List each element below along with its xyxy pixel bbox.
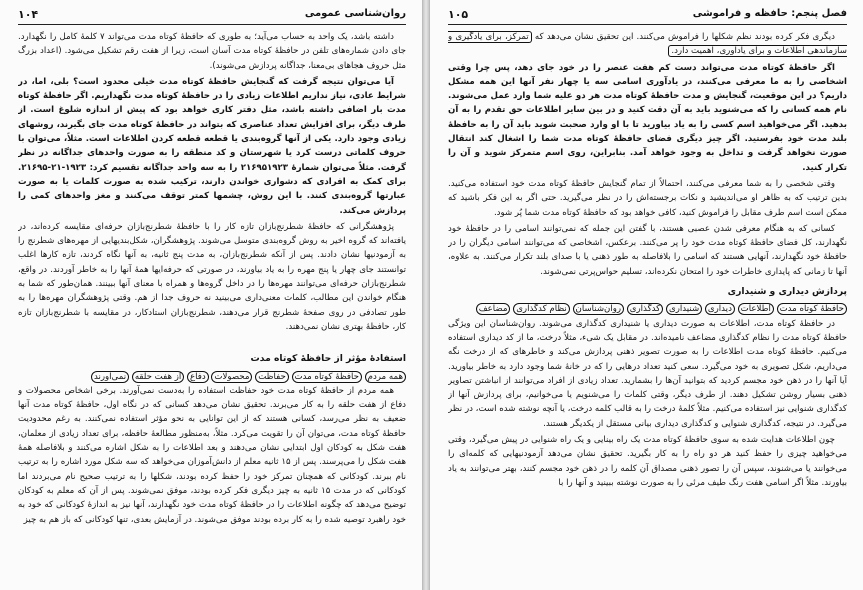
left-paragraph: داشته باشد، یک واحد به حساب می‌آید؛ به طوری که حافظهٔ کوتاه مدت می‌تواند ۷ کلمهٔ کامل را نگهدارد. جای دادن شماره‌های تلفن در حافظهٔ کوتاه مدت آسان است، زیرا از هفت رقم تشکیل می‌شود. (اعداد بزرگ مثل حروف هجاهای بی‌معنا، جداگانه پردازش می‌شوند).: [18, 32, 406, 71]
circled-phrase: نمی‌آورند: [91, 371, 129, 383]
circled-phrase: اطلاعات: [738, 303, 774, 315]
circled-phrase: دیداری: [705, 303, 735, 315]
circled-phrase: حافظهٔ کوتاه مدت: [292, 371, 362, 383]
right-page-body: [448, 30, 847, 590]
left-page-body: [18, 30, 406, 590]
right-section-heading: پردازش دیداری و شنیداری: [727, 286, 847, 298]
right-page: [429, 0, 863, 590]
circled-phrase: نظام کدگذاری: [513, 303, 570, 315]
right-running-title: فصل پنجم: حافظه و فراموشی: [692, 8, 847, 19]
right-annotations: [448, 302, 847, 316]
circled-phrase: مضاعف: [476, 303, 511, 315]
left-page: [0, 0, 423, 590]
circled-phrase: کدگذاری: [627, 303, 663, 315]
circled-phrase: از هفت حلقه: [132, 371, 184, 383]
right-page-number: ۱۰۵: [448, 8, 469, 21]
left-section-heading: استفادهٔ مؤثر از حافظهٔ کوتاه مدت: [250, 353, 406, 365]
right-page-header: [448, 8, 847, 25]
right-paragraph: وقتی شخصی را به شما معرفی می‌کنند، احتمالاً از تمام گنجایش حافظهٔ کوتاه مدت خود استفاده می‌کنید. بدین ترتیب که به ظاهر او می‌اندیشید و نکات برجسته‌اش را در نظر می‌گیرید. حتی اگر به این فکر باشید که ممکن است اسم طرف مقابل را فراموش کنید، کافی خواهد بود که حافظهٔ کوتاه مدت شما پُر شود.: [448, 178, 847, 218]
circled-phrase: حافظهٔ کوتاه مدت: [777, 303, 847, 315]
left-running-title: روان‌شناسی عمومی: [304, 8, 406, 19]
right-paragraph: اگر حافظهٔ کوتاه مدت می‌تواند دست کم هفت عنصر را در خود جای دهد، پس چرا وقتی اشخاصی را به ما معرفی می‌کنند، در یادآوری اسامی سه یا چهار نفر آنها این همه مشکل داریم؟ در این موقعیت، گنجایش و مدت حافظهٔ کوتاه مدت هر دو علیه شما وارد عمل می‌شوند. نام همه کسانی را که می‌شنوید باید به آن دقت کنید و در بین سایر اطلاعات حق تقدم را به آن بدهید. اگر می‌خواهید اسم کسی را به یاد بیاورید تا با او وارد صحبت شوید باید آن را به حافظهٔ بلند مدت خود بفرستید. اگر چیز دیگری فضای حافظهٔ کوتاه مدت شما را اشغال کند انتقال صورت نخواهد گرفت و تداخل به وجود خواهد آمد. بنابراین، روی اسم متمرکز شوید و آن را تکرار کنید.: [448, 62, 847, 173]
boxed-annotation: تمرکز، برای یادگیری و سازماندهی اطلاعات و برای یادآوری، اهمیت دارد.: [448, 32, 847, 57]
left-paragraph: آیا می‌توان نتیجه گرفت که گنجایش حافظهٔ کوتاه مدت خیلی محدود است؟ بلی، اما، در شرایط عادی، نیاز نداریم اطلاعات زیادی را در حافظهٔ کوتاه مدت نگهداریم. اگر حافظهٔ کوتاه مدت بار اضافی داشته باشد، مثل دفتر کاری خواهد بود که پیش از اندازه شلوغ است. از طرف دیگر، برای افزایش تعداد عناصری که بتواند در حافظهٔ کوتاه مدت جای بگیرند، روشهای زیادی وجود دارد. یکی از آنها گروه‌بندی یا قطعه قطعه کردن اطلاعات است. مثلاً، می‌توان با حروف کلماتی درست کرد یا شهرستان و کد منطقه را به صورت واحدهای جداگانه در نظر گرفت. مثلاً می‌توان شمارهٔ ۲۱۶۹۵۱۹۲۳ را به سه واحد جداگانه تقسیم کرد: ۱۹۲۳-۲۱-۲۱۶۹۵. برای کمک به افرادی که دشواری خواندن دارند، ترکیب شده به صورت کلمات یا به صورت عبارتها گروه‌بندی کنند. با این روش، چشمها کمتر توقف می‌کنند و مغز واحدهای کمی را پردازش می‌کند.: [18, 76, 406, 216]
right-section-paragraph: در حافظهٔ کوتاه مدت، اطلاعات به صورت دیداری یا شنیداری کدگذاری می‌شوند. روان‌شناسان این ویژگی حافظهٔ کوتاه مدت را نظام کدگذاری مضاعف نامیده‌اند. در مقابل یک شیء، مثلاً درخت، ما از کد دیداری استفاده می‌کنیم. حافظهٔ کوتاه مدت اطلاعات را به صورت تصویر ذهنی پردازش می‌کند و خاطرهای که از درخت نگه می‌داریم، شکل تصویری به خود می‌گیرد. سعی کنید تعداد درهایی را که در خانهٔ شما وجود دارد به خاطر بیاورید. آیا آنها را در ذهن خود مجسم کردید که بتوانید آن‌ها را بشمارید. تعداد زیادی از افراد می‌توانند از انباشتن تصاویر ذهنی بسیار روشن تشکیل دهند. از طرف دیگر، وقتی کلمات را می‌شنویم یا می‌خوانیم، برای پردازش آنها از کدگذاری شنوایی نیز استفاده می‌کنیم. مثلاً کلمهٔ درخت را به قالب کلمه درخت، یا آنچه نوشته شده است، در نظر می‌گیرد. در نتیجه، کدگذاری شنوایی و کدگذاری دیداری بیانی مستقل از یکدیگر هستند.: [448, 318, 847, 429]
circled-phrase: دفاع: [187, 371, 209, 383]
left-annotations: [18, 370, 406, 384]
left-section-text: همه مردم از حافظهٔ کوتاه مدت خود حفاظت استفاده را به‌دست نمی‌آورند. برخی اشخاص محصولات و دفاع از هفت حلقه را به کار می‌برند. تحقیق نشان می‌دهد کسانی که در نگاه اول، حافظهٔ کوتاه مدت آنها ضعیف به نظر می‌رسد، کسانی هستند که از این توانایی به نحو مؤثر استفاده نمی‌کنند. به رغم محدودیت حافظهٔ کوتاه مدت، می‌توان آن را تقویت می‌کرد. مثلاً، به‌منظور مطالعهٔ حافظه، برای تعداد زیادی از معلمان، هفت شکل به کودکان اول ابتدایی نشان می‌دهند و بعد اطلاعات را به شکل اشاره می‌کنند و بلافاصله همهٔ هفت شکل را می‌پرسند. پس از ۱۵ ثانیه معلم از دانش‌آموزان می‌خواهد که سه شکل مورد اشاره را به ترتیب نام ببرند. کودکانی که همچنان تمرکز خود را حفظ کرده بودند، شکلها را به ترتیب صحیح نام می‌بردند اما کودکانی که در مدت ۱۵ ثانیه به چیز دیگری فکر کرده بودند، موفق نمی‌شوند. پس از آن که معلم به کودکان توضیح می‌دهد که چگونه اطلاعات را در حافظهٔ کوتاه مدت خود نگهدارند، آنها نیز به اندازهٔ کودکانی که خود به خود راهبرد توصیه شده را به کار برده بودند موفق می‌شوند. در آزمایش بعدی، تنها کودکانی که باز هم به چیز: [18, 385, 406, 525]
left-paragraph: پژوهشگرانی که حافظهٔ شطرنج‌بازان تازه کار را با حافظهٔ شطرنج‌بازان حرفه‌ای مقایسه کرده‌اند، در یافته‌اند که گروه اخیر به روش گروه‌بندی متوسل می‌شوند. پژوهشگران، شکل‌بندیهایی از مهره‌های شطرنج را به آزمودنیها نشان دادند. پس از آنکه شطرنج‌بازان، به مدت پنج ثانیه، به آنها نگاه کردند، تازه کارها اغلب توانستند جای چهار یا پنج مهره را به یاد بیاورند، در صورتی که حرفه‌ایها همهٔ آنها را به خاطر آوردند. در واقع، شطرنج‌بازان حرفه‌ای می‌توانند مهره‌ها را در داخل گروه‌ها و همراه با معنای آنها ببینند. همان‌طور که شما به هنگام خواندن این مطالب، کلمات معنی‌داری می‌بینید نه حروف جدا از هم. وقتی پژوهشگران مهره‌ها را به طور تصادفی در روی صفحهٔ شطرنج قرار می‌دهند، شطرنج‌بازان استادکار، در مقایسه با شطرنج‌بازان تازه کار، حافظهٔ بهتری نشان نمی‌دهند.: [18, 221, 406, 332]
right-paragraph: کسانی که به هنگام معرفی شدن عصبی هستند، با گفتن این جمله که نمی‌توانند اسامی را در حافظهٔ خود نگهدارند، کل فضای حافظهٔ کوتاه مدت خود را پر می‌کنند. برعکس، اشخاصی که می‌توانند اسامی دیگران را در حافظهٔ خود نگهدارند، آنهایی هستند که اسامی را بلافاصله به طور ذهنی یا با صدای بلند تکرار می‌کنند. به علاوه، آنها تا زمانی که پایداری خاطرات خود را امتحان نکرده‌اند، تسلیم حواس‌پرتی نمی‌شوند.: [448, 223, 847, 277]
left-page-header: [18, 8, 406, 25]
circled-phrase: روان‌شناسان: [573, 303, 625, 315]
right-section-paragraph: چون اطلاعات هدایت شده به سوی حافظهٔ کوتاه مدت یک راه بینایی و یک راه شنوایی در پیش می‌گیرد، وقتی می‌خواهید چیزی را حفظ کنید هر دو راه را به کار بگیرید. تحقیق نشان می‌دهد آزمودنیهایی که کلمه‌ای را می‌خوانند یا می‌شنوند، سپس آن را تصور ذهنی مصداق آن کلمه را در ذهن خود مجسم کنند، بهتر می‌توانند به یاد بیاورند. مثلاً اگر اسامی هفت رنگ طیف مرئی را به صورت نوشته ببینید و آنها را با: [448, 435, 847, 488]
right-intro-text: دیگری فکر کرده بودند نظم شکلها را فراموش می‌کنند. این تحقیق نشان می‌دهد که: [534, 32, 835, 42]
circled-phrase: محصولات: [211, 371, 252, 383]
right-intro: [448, 30, 847, 59]
left-page-number: ۱۰۴: [18, 8, 39, 21]
circled-phrase: شنیداری: [666, 303, 702, 315]
circled-phrase: همه مردم: [365, 371, 406, 383]
circled-phrase: حفاظت: [255, 371, 289, 383]
